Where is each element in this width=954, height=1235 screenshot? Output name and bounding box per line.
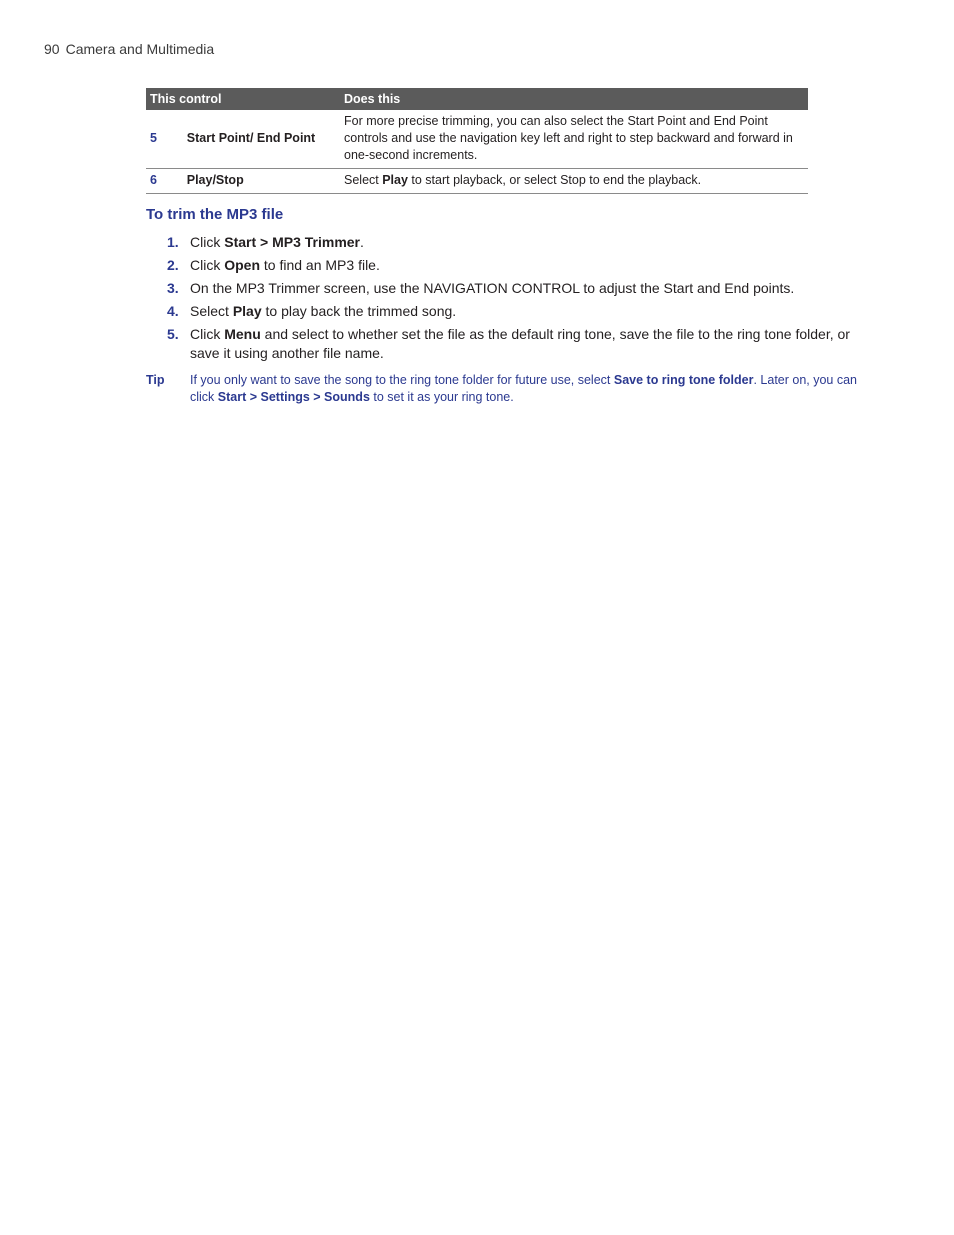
control-name: Play/Stop xyxy=(183,169,340,194)
column-header-description: Does this xyxy=(340,88,808,110)
list-item xyxy=(160,256,870,275)
tip-box xyxy=(146,372,870,406)
step-number: 5. xyxy=(167,326,179,342)
control-description xyxy=(340,169,808,194)
step-text: to find an MP3 file. xyxy=(260,257,380,273)
step-number: 1. xyxy=(167,234,179,250)
step-text: to play back the trimmed song. xyxy=(261,303,457,319)
desc-bold: Play xyxy=(382,173,408,187)
step-text: and select to whether set the file as the default ring tone, save the file to the ring tone folder, or save it using another file name. xyxy=(190,326,850,361)
desc-text: Select xyxy=(344,173,383,187)
step-text: Click xyxy=(190,257,225,273)
step-number: 4. xyxy=(167,303,179,319)
step-text: Click xyxy=(190,234,225,250)
controls-table xyxy=(146,88,808,194)
section-title: Camera and Multimedia xyxy=(65,41,215,57)
tip-bold: Start > Settings > Sounds xyxy=(217,390,370,404)
row-number: 5 xyxy=(146,110,183,169)
tip-text xyxy=(190,372,870,406)
tip-text-part: to set it as your ring tone. xyxy=(369,390,514,404)
table-header-row xyxy=(146,88,808,110)
step-bold: Open xyxy=(224,257,261,273)
tip-text-part: If you only want to save the song to the ring tone folder for future use, select xyxy=(190,373,614,387)
step-number: 2. xyxy=(167,257,179,273)
step-bold: Start > MP3 Trimmer xyxy=(224,234,361,250)
step-text: . xyxy=(360,234,364,250)
list-item xyxy=(160,325,870,363)
control-name: Start Point/ End Point xyxy=(183,110,340,169)
step-text: Select xyxy=(190,303,233,319)
step-text: On the MP3 Trimmer screen, use the NAVIGATION CONTROL to adjust the Start and End points. xyxy=(190,280,795,296)
section-heading: To trim the MP3 file xyxy=(146,206,284,223)
page-number: 90 xyxy=(44,41,60,57)
list-item xyxy=(160,233,870,252)
list-item xyxy=(160,302,870,321)
step-text: Click xyxy=(190,326,225,342)
desc-text: to start playback, or select Stop to end the playback. xyxy=(407,173,702,187)
tip-label: Tip xyxy=(146,373,165,387)
step-bold: Menu xyxy=(224,326,261,342)
table-row xyxy=(146,110,808,169)
list-item xyxy=(160,279,870,298)
row-number: 6 xyxy=(146,169,183,194)
control-description: For more precise trimming, you can also select the Start Point and End Point controls and use the navigation key left and right to step backward and forward in one-second increments. xyxy=(340,110,808,169)
step-bold: Play xyxy=(232,303,262,319)
tip-text-part: . Later on, you can click xyxy=(190,373,858,404)
tip-bold: Save to ring tone folder xyxy=(613,373,754,387)
step-number: 3. xyxy=(167,280,179,296)
running-header xyxy=(44,41,214,57)
column-header-control: This control xyxy=(146,88,340,110)
steps-list xyxy=(160,233,870,367)
table-row xyxy=(146,169,808,194)
